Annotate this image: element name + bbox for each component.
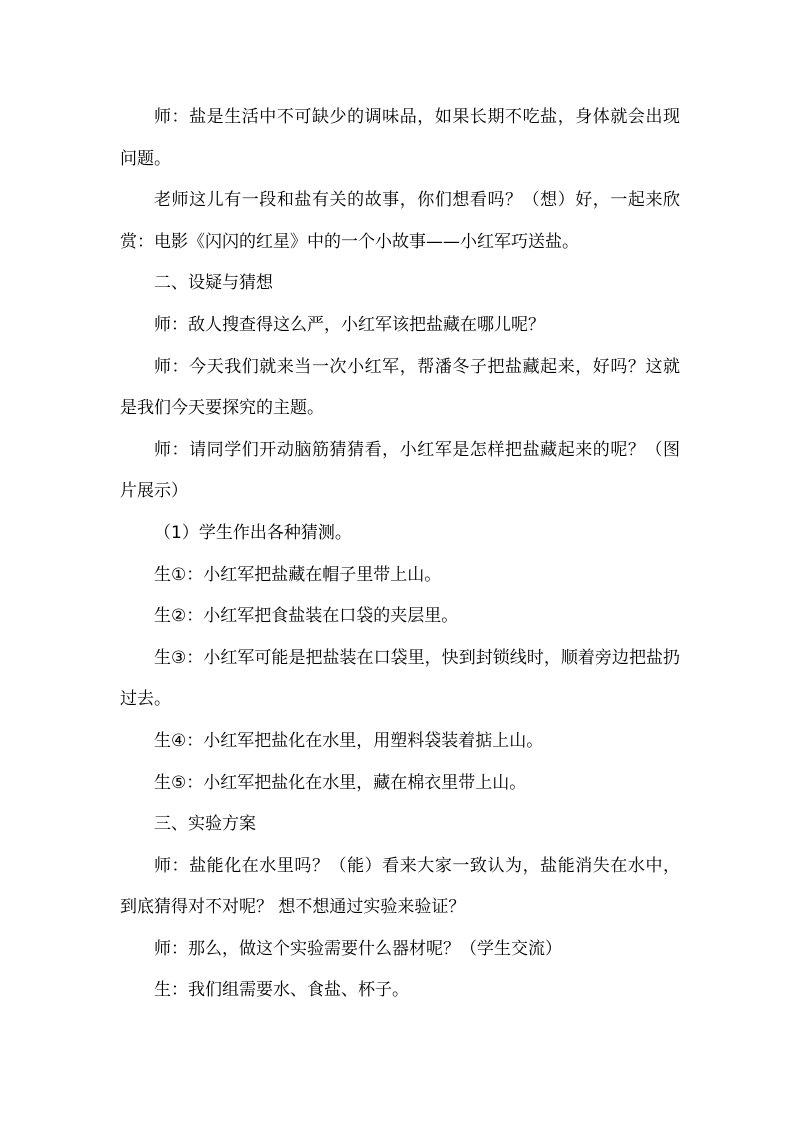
document-body (120, 97, 680, 1012)
paragraph-teacher-question: 师：敌人搜查得这么严，小红军该把盐藏在哪儿呢？ (154, 314, 545, 335)
paragraph-teacher-theme: 师：今天我们就来当一次小红军，帮潘冬子把盐藏起来，好吗？这就是我们今天要探究的主题。 (120, 356, 680, 419)
paragraph-student-4: 生④：小红军把盐化在水里，用塑料袋装着掂上山。 (154, 730, 544, 751)
paragraph-teacher-salt-intro: 师：盐是生活中不可缺少的调味品，如果长期不吃盐，身体就会出现问题。 (120, 107, 680, 169)
paragraph-teacher-equipment: 师：那么，做这个实验需要什么器材呢？（学生交流） (154, 938, 562, 959)
paragraph-story-intro: 老师这儿有一段和盐有关的故事，你们想看吗？（想）好，一起来欣赏：电影《闪闪的红星》中的一个小故事——小红军巧送盐。 (120, 190, 680, 252)
section-heading-experiment-plan: 三、实验方案 (154, 814, 256, 835)
paragraph-student-5: 生⑤：小红军把盐化在水里，藏在棉衣里带上山。 (154, 772, 527, 793)
paragraph-student-3: 生③：小红军可能是把盐装在口袋里，快到封锁线时，顺着旁边把盐扔过去。 (120, 647, 680, 710)
paragraph-teacher-dissolve: 师：盐能化在水里吗？（能）看来大家一致认为，盐能消失在水中，到底猜得对不对呢？ 想不想通过实验来验证？ (120, 855, 680, 918)
paragraph-student-guesses: （1）学生作出各种猜测。 (154, 522, 352, 543)
section-heading-hypothesis: 二、设疑与猜想 (154, 273, 273, 294)
paragraph-student-equipment: 生：我们组需要水、食盐、杯子。 (154, 980, 409, 1001)
paragraph-student-2: 生②：小红军把食盐装在口袋的夹层里。 (154, 606, 459, 627)
paragraph-teacher-guess: 师：请同学们开动脑筋猜猜看，小红军是怎样把盐藏起来的呢？（图片展示） (120, 439, 680, 502)
paragraph-student-1: 生①：小红军把盐藏在帽子里带上山。 (154, 564, 442, 585)
